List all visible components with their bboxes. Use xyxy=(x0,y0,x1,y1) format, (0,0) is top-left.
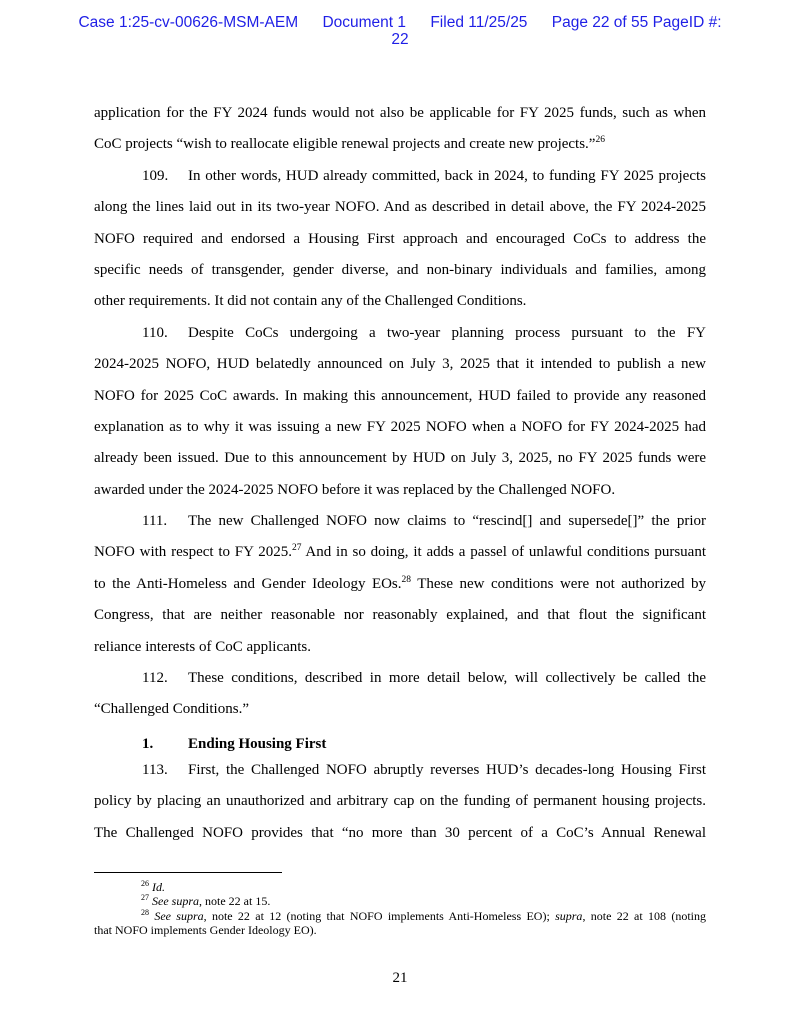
text-run: supra xyxy=(555,908,583,923)
paragraph-number: 112. xyxy=(142,670,168,687)
text-line xyxy=(94,786,706,817)
text-line xyxy=(94,255,706,286)
page-id: 22 xyxy=(391,31,409,48)
footnote-line xyxy=(94,923,706,937)
text-run: Congress, that are neither reasonable nor reasonably explained, and that flout the significant xyxy=(94,607,706,624)
text-line xyxy=(94,506,706,537)
footnote-ref: 28 xyxy=(401,574,412,585)
text-run: already been issued. Due to this announcement by HUD on July 3, 2025, no FY 2025 funds were xyxy=(94,450,706,467)
text-run: And in so doing, it adds a passel of unlawful conditions pursuant xyxy=(301,544,706,561)
text-run: The new Challenged NOFO now claims to “rescind[] and supersede[]” the prior xyxy=(188,513,706,530)
text-run: NOFO with respect to FY 2025. xyxy=(94,544,292,561)
footnote-ref: 26 xyxy=(595,135,605,146)
text-line xyxy=(94,224,706,255)
text-run: that NOFO implements Gender Ideology EO). xyxy=(94,922,317,937)
text-line xyxy=(94,537,706,568)
footnote-line xyxy=(94,909,706,923)
text-line xyxy=(94,663,706,694)
text-run: application for the FY 2024 funds would not also be applicable for FY 2025 funds, such as when xyxy=(94,105,706,121)
text-line xyxy=(94,161,706,192)
case-header xyxy=(0,14,800,32)
footnote-line xyxy=(94,880,706,894)
document-body xyxy=(94,98,706,849)
footnote-ref: 28 xyxy=(141,907,149,917)
case-number: Case 1:25-cv-00626-MSM-AEM xyxy=(78,14,299,31)
text-line xyxy=(94,600,706,631)
paragraph-number: 110. xyxy=(142,324,168,341)
section-number: 1. xyxy=(142,735,154,752)
footnote-line xyxy=(94,894,706,908)
text-run: CoC projects “wish to reallocate eligible renewal projects and create new projects.” xyxy=(94,136,596,153)
paragraph-number: 111. xyxy=(142,513,168,530)
footnote-ref: 27 xyxy=(291,543,302,554)
filed-date: Filed 11/25/25 xyxy=(430,14,528,31)
text-run: The Challenged NOFO provides that “no more than 30 percent of a CoC’s Annual Renewal xyxy=(94,824,706,841)
text-run: NOFO for 2025 CoC awards. In making this announcement, HUD failed to provide any reasoned xyxy=(94,387,706,404)
paragraph-number: 113. xyxy=(142,761,168,778)
text-line xyxy=(94,349,706,380)
section-heading xyxy=(94,726,706,755)
text-run: “Challenged Conditions.” xyxy=(94,701,249,718)
text-run: , note 22 at 15. xyxy=(199,894,271,909)
text-run: specific needs of transgender, gender diverse, and non-binary individuals and families, among xyxy=(94,261,706,278)
page-info: Page 22 of 55 PageID #: xyxy=(551,14,722,31)
text-line xyxy=(94,818,706,849)
text-line xyxy=(94,755,706,786)
text-run: Ending Housing First xyxy=(188,735,327,752)
page-number: 21 xyxy=(392,970,408,986)
text-line xyxy=(94,129,706,160)
text-run: awarded under the 2024-2025 NOFO before it was replaced by the Challenged NOFO. xyxy=(94,481,616,498)
footnote-divider xyxy=(94,872,282,873)
text-line xyxy=(94,286,706,317)
text-line xyxy=(94,475,706,506)
text-run: , note 22 at 108 (noting xyxy=(582,908,707,923)
text-run: policy by placing an unauthorized and arbitrary cap on the funding of permanent housing projects. xyxy=(94,793,706,810)
text-run: 2024-2025 NOFO, HUD belatedly announced on July 3, 2025 that it intended to publish a new xyxy=(94,356,706,373)
text-run: reliance interests of CoC applicants. xyxy=(94,638,312,655)
text-run: These conditions, described in more detail below, will collectively be called the xyxy=(188,670,706,687)
text-run: First, the Challenged NOFO abruptly reverses HUD’s decades-long Housing First xyxy=(188,761,706,778)
text-line xyxy=(94,192,706,223)
text-line xyxy=(94,632,706,663)
paragraph-number: 109. xyxy=(142,167,169,184)
text-run: NOFO required and endorsed a Housing First approach and encouraged CoCs to address the xyxy=(94,230,706,247)
text-line xyxy=(94,569,706,600)
text-line xyxy=(94,98,706,129)
text-line xyxy=(94,443,706,474)
text-run: See supra xyxy=(152,894,199,909)
text-line xyxy=(94,318,706,349)
text-run: See supra xyxy=(154,908,204,923)
footnote-ref: 26 xyxy=(141,879,149,888)
text-run: Despite CoCs undergoing a two-year planning process pursuant to the FY xyxy=(188,324,706,341)
text-run: In other words, HUD already committed, back in 2024, to funding FY 2025 projects xyxy=(188,167,706,184)
text-line xyxy=(94,381,706,412)
text-run: These new conditions were not authorized by xyxy=(411,575,706,592)
text-run: Id. xyxy=(152,880,165,894)
footnote-ref: 27 xyxy=(141,893,149,903)
text-run: to the Anti-Homeless and Gender Ideology EOs. xyxy=(94,575,402,592)
text-run: , note 22 at 12 (noting that NOFO implements Anti-Homeless EO); xyxy=(203,908,556,923)
document-number: Document 1 xyxy=(322,14,407,31)
text-run: other requirements. It did not contain any of the Challenged Conditions. xyxy=(94,293,527,310)
text-run: along the lines laid out in its two-year NOFO. And as described in detail above, the FY 2024-2025 xyxy=(94,199,706,216)
footnotes xyxy=(94,880,706,937)
text-line xyxy=(94,694,706,725)
text-line xyxy=(94,412,706,443)
text-run: explanation as to why it was issuing a new FY 2025 NOFO when a NOFO for FY 2024-2025 had xyxy=(94,418,706,435)
